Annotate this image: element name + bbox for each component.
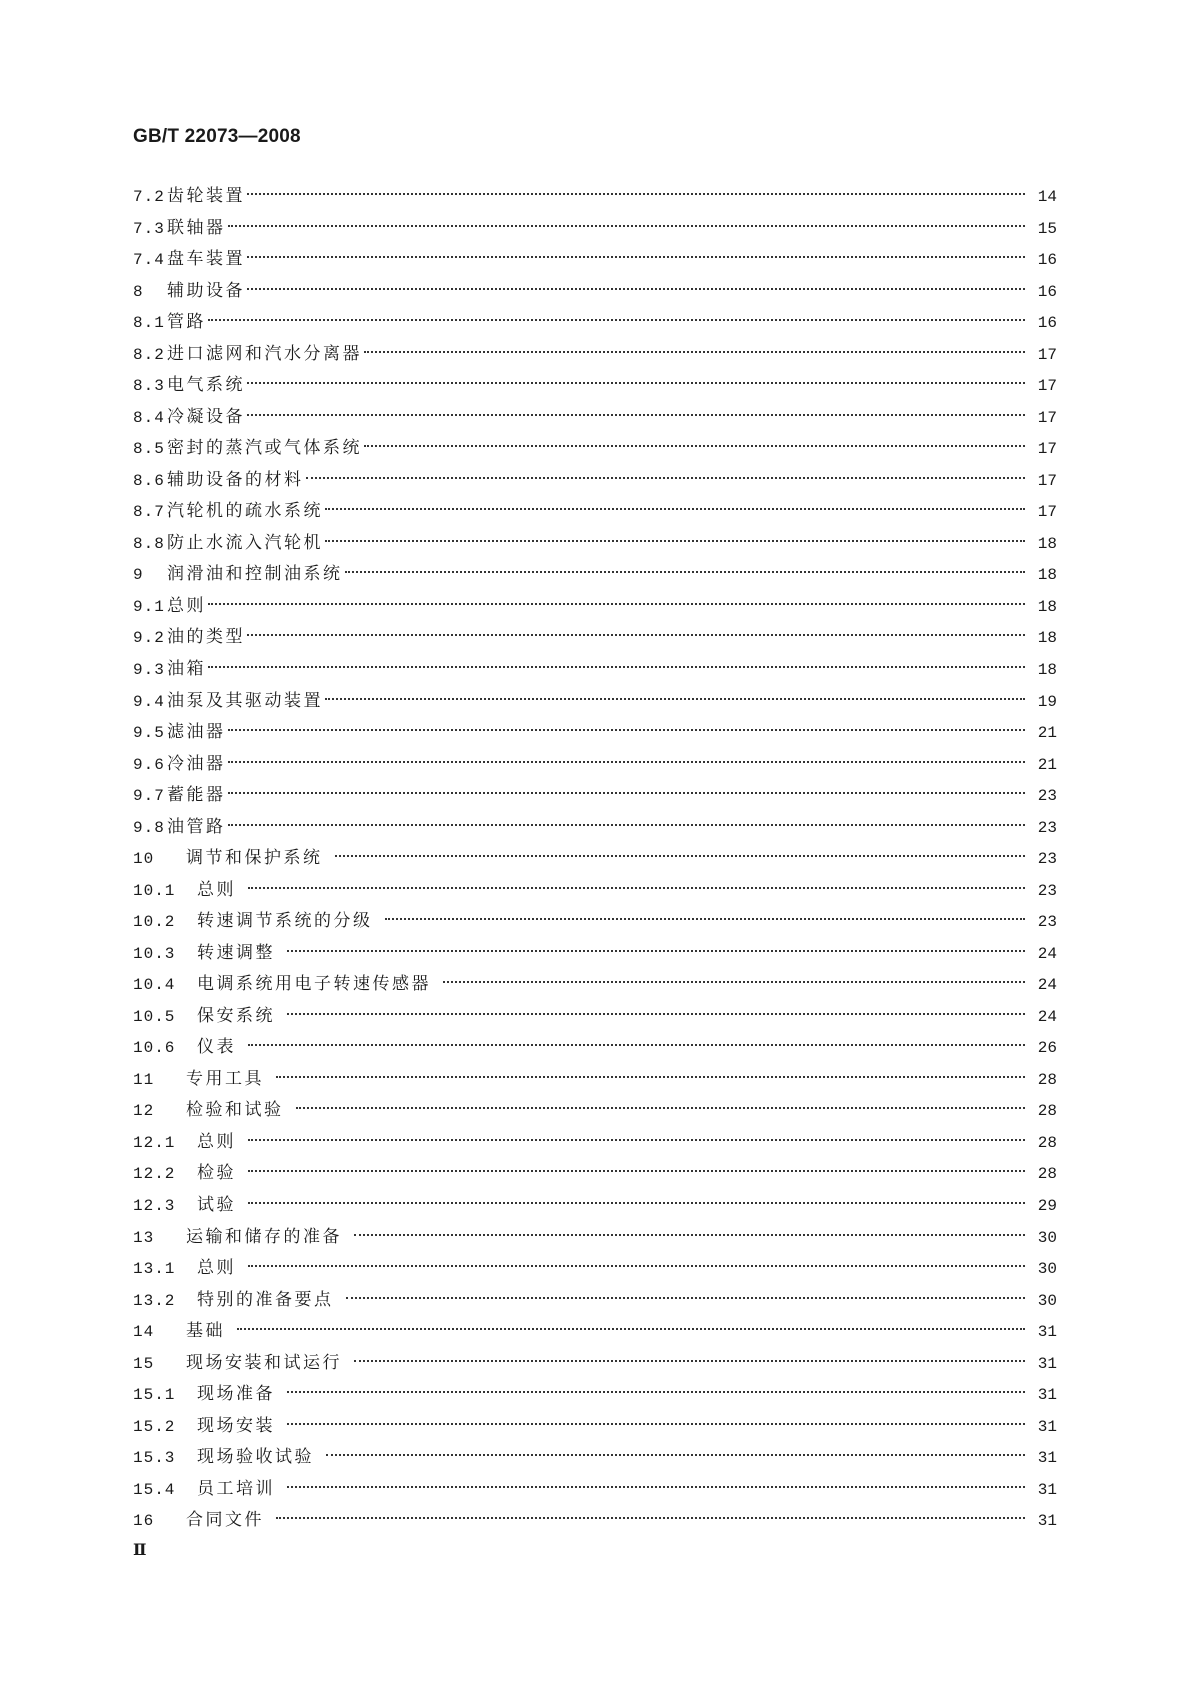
toc-entry-page: 17 <box>1037 471 1057 490</box>
toc-entry-page: 28 <box>1037 1165 1057 1184</box>
toc-entry-number: 9.8 <box>133 818 165 837</box>
toc-entry[interactable] <box>133 1253 1057 1285</box>
toc-entry[interactable] <box>133 1411 1057 1443</box>
toc-entry-number: 7.4 <box>133 251 165 270</box>
table-of-contents <box>133 181 1057 1537</box>
toc-dot-leader <box>247 414 1025 416</box>
toc-entry-title: 基础 <box>186 1321 225 1342</box>
toc-entry-number: 12.1 <box>133 1133 176 1152</box>
toc-entry[interactable] <box>133 213 1057 245</box>
toc-entry-title: 现场安装和试运行 <box>186 1352 342 1373</box>
toc-dot-leader <box>443 981 1025 983</box>
toc-entry-number: 10.1 <box>133 881 176 900</box>
toc-entry-number: 8.7 <box>133 503 165 522</box>
toc-entry[interactable] <box>133 1474 1057 1506</box>
toc-entry[interactable] <box>133 1158 1057 1190</box>
toc-entry-page: 31 <box>1037 1386 1057 1405</box>
toc-entry-title: 保安系统 <box>197 1005 275 1026</box>
toc-entry-title: 试验 <box>197 1195 236 1215</box>
toc-entry-title: 齿轮装置 <box>167 186 245 206</box>
toc-entry-number: 15 <box>133 1354 155 1373</box>
toc-entry-number: 8.4 <box>133 408 165 427</box>
toc-entry[interactable] <box>133 938 1057 970</box>
toc-entry[interactable] <box>133 528 1057 560</box>
toc-entry-title: 电气系统 <box>167 375 245 396</box>
toc-entry[interactable] <box>133 1379 1057 1411</box>
toc-entry-page: 31 <box>1037 1480 1057 1499</box>
toc-dot-leader <box>346 1297 1026 1299</box>
toc-entry-number: 10.5 <box>133 1007 176 1026</box>
toc-entry-title: 辅助设备 <box>167 280 245 301</box>
toc-dot-leader <box>237 1328 1025 1330</box>
toc-entry-title: 总则 <box>197 1258 236 1279</box>
toc-entry-page: 28 <box>1037 1102 1057 1121</box>
toc-dot-leader <box>354 1360 1025 1362</box>
toc-dot-leader <box>325 540 1025 542</box>
toc-dot-leader <box>228 792 1026 794</box>
toc-entry-page: 24 <box>1037 1007 1057 1026</box>
toc-entry-page: 23 <box>1037 913 1057 932</box>
toc-entry-number: 13 <box>133 1228 155 1247</box>
toc-entry-page: 23 <box>1037 881 1057 900</box>
toc-entry-number: 9.1 <box>133 597 165 616</box>
toc-dot-leader <box>208 603 1025 605</box>
toc-entry-number: 10.2 <box>133 913 176 932</box>
toc-dot-leader <box>248 1139 1025 1141</box>
toc-dot-leader <box>326 1454 1025 1456</box>
toc-dot-leader <box>248 1202 1025 1204</box>
toc-entry[interactable] <box>133 1505 1057 1537</box>
toc-entry-title: 仪表 <box>197 1037 236 1058</box>
toc-entry[interactable] <box>133 969 1057 1001</box>
toc-entry[interactable] <box>133 906 1057 938</box>
toc-entry-number: 11 <box>133 1070 155 1089</box>
toc-entry-page: 17 <box>1037 440 1057 459</box>
standard-number-header: GB/T 22073—2008 <box>133 126 301 147</box>
toc-dot-leader <box>248 1265 1025 1267</box>
toc-dot-leader <box>248 1044 1025 1046</box>
toc-entry-page: 23 <box>1037 787 1057 806</box>
toc-dot-leader <box>248 1170 1025 1172</box>
page-folio: Ⅱ <box>133 1542 147 1559</box>
toc-entry-title: 现场安装 <box>197 1415 275 1436</box>
toc-entry[interactable] <box>133 1064 1057 1096</box>
toc-dot-leader <box>228 729 1026 731</box>
toc-entry-page: 24 <box>1037 976 1057 995</box>
toc-entry-number: 10.3 <box>133 944 176 963</box>
toc-entry-page: 30 <box>1037 1228 1057 1247</box>
toc-entry[interactable] <box>133 812 1057 844</box>
toc-entry-page: 31 <box>1037 1512 1057 1531</box>
toc-entry-title: 润滑油和控制油系统 <box>167 564 343 585</box>
toc-entry-title: 油泵及其驱动装置 <box>167 690 323 711</box>
toc-entry-title: 特别的准备要点 <box>197 1289 334 1310</box>
toc-entry[interactable] <box>133 402 1057 434</box>
toc-entry[interactable] <box>133 654 1057 686</box>
toc-entry[interactable] <box>133 1442 1057 1474</box>
toc-dot-leader <box>345 571 1026 573</box>
toc-entry-title: 员工培训 <box>197 1478 275 1499</box>
toc-entry-title: 辅助设备的材料 <box>167 469 304 490</box>
toc-entry-title: 合同文件 <box>186 1510 264 1531</box>
toc-entry-page: 18 <box>1037 629 1057 648</box>
toc-entry-number: 10.6 <box>133 1039 176 1058</box>
toc-entry-number: 15.1 <box>133 1386 176 1405</box>
toc-entry[interactable] <box>133 749 1057 781</box>
toc-entry[interactable] <box>133 1348 1057 1380</box>
toc-entry[interactable] <box>133 1032 1057 1064</box>
toc-entry[interactable] <box>133 370 1057 402</box>
toc-entry-number: 8.3 <box>133 377 165 396</box>
toc-dot-leader <box>208 319 1025 321</box>
toc-entry-title: 密封的蒸汽或气体系统 <box>167 438 362 459</box>
toc-entry[interactable] <box>133 780 1057 812</box>
toc-dot-leader <box>228 824 1026 826</box>
toc-entry[interactable] <box>133 1095 1057 1127</box>
toc-entry-page: 31 <box>1037 1323 1057 1342</box>
toc-dot-leader <box>287 1391 1025 1393</box>
toc-entry-number: 9.7 <box>133 787 165 806</box>
toc-entry-number: 9.5 <box>133 724 165 743</box>
toc-entry-title: 盘车装置 <box>167 249 245 270</box>
toc-entry-page: 16 <box>1037 314 1057 333</box>
toc-entry-title: 转速调节系统的分级 <box>197 911 373 932</box>
toc-entry-title: 检验和试验 <box>186 1100 284 1121</box>
toc-entry[interactable] <box>133 717 1057 749</box>
toc-entry-number: 7.2 <box>133 188 165 206</box>
toc-entry-number: 9.6 <box>133 755 165 774</box>
toc-entry[interactable] <box>133 843 1057 875</box>
toc-entry-title: 运输和储存的准备 <box>186 1226 342 1247</box>
toc-entry-number: 15.2 <box>133 1417 176 1436</box>
toc-dot-leader <box>335 855 1026 857</box>
toc-entry-title: 油的类型 <box>167 627 245 648</box>
toc-entry-page: 31 <box>1037 1417 1057 1436</box>
toc-dot-leader <box>247 382 1025 384</box>
toc-entry[interactable] <box>133 496 1057 528</box>
toc-entry[interactable] <box>133 339 1057 371</box>
toc-entry-number: 14 <box>133 1323 155 1342</box>
toc-dot-leader <box>354 1234 1025 1236</box>
toc-dot-leader <box>276 1517 1025 1519</box>
toc-entry-page: 16 <box>1037 251 1057 270</box>
toc-entry-title: 滤油器 <box>167 722 226 743</box>
toc-entry-page: 23 <box>1037 818 1057 837</box>
toc-dot-leader <box>248 887 1025 889</box>
toc-entry-title: 转速调整 <box>197 942 275 963</box>
toc-entry-title: 冷油器 <box>167 753 226 774</box>
toc-entry-title: 油管路 <box>167 816 226 837</box>
toc-dot-leader <box>208 666 1025 668</box>
toc-dot-leader <box>287 1423 1025 1425</box>
toc-dot-leader <box>247 256 1025 258</box>
toc-entry-title: 总则 <box>197 1131 236 1152</box>
toc-entry-number: 8 <box>133 282 144 301</box>
toc-dot-leader <box>364 351 1025 353</box>
toc-entry-number: 8.6 <box>133 471 165 490</box>
toc-entry-number: 9.3 <box>133 660 165 679</box>
toc-entry-page: 18 <box>1037 566 1057 585</box>
toc-entry-title: 总则 <box>167 595 206 616</box>
toc-dot-leader <box>306 477 1026 479</box>
toc-entry-title: 现场准备 <box>197 1384 275 1405</box>
toc-dot-leader <box>247 288 1025 290</box>
toc-entry-page: 17 <box>1037 408 1057 427</box>
toc-entry-page: 30 <box>1037 1260 1057 1279</box>
toc-entry-number: 10 <box>133 850 155 869</box>
toc-entry-title: 管路 <box>167 312 206 333</box>
toc-entry-page: 18 <box>1037 597 1057 616</box>
toc-entry-number: 15.4 <box>133 1480 176 1499</box>
toc-entry-page: 17 <box>1037 503 1057 522</box>
toc-entry-number: 8.2 <box>133 345 165 364</box>
toc-entry-page: 16 <box>1037 282 1057 301</box>
toc-entry[interactable] <box>133 1001 1057 1033</box>
toc-entry[interactable] <box>133 433 1057 465</box>
toc-entry-page: 15 <box>1037 219 1057 238</box>
toc-entry-title: 检验 <box>197 1163 236 1184</box>
toc-entry[interactable] <box>133 465 1057 497</box>
toc-entry-title: 调节和保护系统 <box>186 848 323 869</box>
toc-dot-leader <box>228 225 1026 227</box>
toc-entry-title: 防止水流入汽轮机 <box>167 532 323 553</box>
toc-entry[interactable] <box>133 307 1057 339</box>
toc-entry-page: 29 <box>1037 1197 1057 1215</box>
toc-entry-page: 31 <box>1037 1354 1057 1373</box>
toc-entry-page: 14 <box>1037 188 1057 206</box>
toc-entry-title: 现场验收试验 <box>197 1447 314 1468</box>
toc-entry[interactable] <box>133 1316 1057 1348</box>
toc-entry-page: 18 <box>1037 534 1057 553</box>
toc-entry-title: 冷凝设备 <box>167 406 245 427</box>
toc-dot-leader <box>385 918 1026 920</box>
toc-entry-number: 12 <box>133 1102 155 1121</box>
toc-entry-number: 13.1 <box>133 1260 176 1279</box>
toc-entry-page: 30 <box>1037 1291 1057 1310</box>
toc-dot-leader <box>364 445 1025 447</box>
toc-entry[interactable] <box>133 244 1057 276</box>
toc-entry-number: 8.5 <box>133 440 165 459</box>
toc-entry-page: 21 <box>1037 755 1057 774</box>
toc-entry-number: 9.4 <box>133 692 165 711</box>
toc-entry[interactable] <box>133 686 1057 718</box>
toc-entry-page: 31 <box>1037 1449 1057 1468</box>
toc-entry-page: 28 <box>1037 1070 1057 1089</box>
toc-entry-title: 电调系统用电子转速传感器 <box>197 974 431 995</box>
toc-dot-leader <box>287 1486 1025 1488</box>
toc-entry-page: 28 <box>1037 1133 1057 1152</box>
toc-entry-number: 10.4 <box>133 976 176 995</box>
toc-entry[interactable] <box>133 181 1057 213</box>
toc-entry-page: 24 <box>1037 944 1057 963</box>
toc-dot-leader <box>325 698 1025 700</box>
toc-dot-leader <box>247 193 1025 195</box>
toc-dot-leader <box>325 508 1025 510</box>
toc-entry[interactable] <box>133 875 1057 907</box>
toc-entry-page: 17 <box>1037 377 1057 396</box>
toc-entry[interactable] <box>133 1190 1057 1222</box>
toc-entry-number: 15.3 <box>133 1449 176 1468</box>
toc-entry[interactable] <box>133 559 1057 591</box>
toc-dot-leader <box>228 761 1026 763</box>
toc-dot-leader <box>296 1107 1026 1109</box>
toc-entry-number: 13.2 <box>133 1291 176 1310</box>
toc-entry-title: 联轴器 <box>167 217 226 238</box>
toc-entry-title: 进口滤网和汽水分离器 <box>167 343 362 364</box>
toc-entry-page: 18 <box>1037 660 1057 679</box>
toc-entry-page: 19 <box>1037 692 1057 711</box>
toc-entry-number: 12.2 <box>133 1165 176 1184</box>
toc-dot-leader <box>247 634 1025 636</box>
toc-entry[interactable] <box>133 276 1057 308</box>
toc-entry-number: 16 <box>133 1512 155 1531</box>
toc-entry-title: 油箱 <box>167 658 206 679</box>
toc-entry-page: 21 <box>1037 724 1057 743</box>
toc-dot-leader <box>276 1076 1025 1078</box>
toc-entry-number: 8.1 <box>133 314 165 333</box>
toc-entry-title: 汽轮机的疏水系统 <box>167 501 323 522</box>
toc-entry[interactable] <box>133 1127 1057 1159</box>
toc-dot-leader <box>287 950 1025 952</box>
toc-entry-page: 26 <box>1037 1039 1057 1058</box>
toc-entry-number: 12.3 <box>133 1197 176 1215</box>
toc-entry-title: 专用工具 <box>186 1068 264 1089</box>
toc-entry-title: 总则 <box>197 879 236 900</box>
toc-entry-title: 蓄能器 <box>167 785 226 806</box>
toc-entry-number: 9 <box>133 566 144 585</box>
toc-entry-page: 17 <box>1037 345 1057 364</box>
toc-entry-number: 9.2 <box>133 629 165 648</box>
toc-entry-page: 23 <box>1037 850 1057 869</box>
toc-entry[interactable] <box>133 591 1057 623</box>
toc-entry-number: 8.8 <box>133 534 165 553</box>
toc-entry[interactable] <box>133 1222 1057 1254</box>
toc-entry[interactable] <box>133 622 1057 654</box>
toc-entry[interactable] <box>133 1285 1057 1317</box>
toc-entry-number: 7.3 <box>133 219 165 238</box>
toc-dot-leader <box>287 1013 1025 1015</box>
